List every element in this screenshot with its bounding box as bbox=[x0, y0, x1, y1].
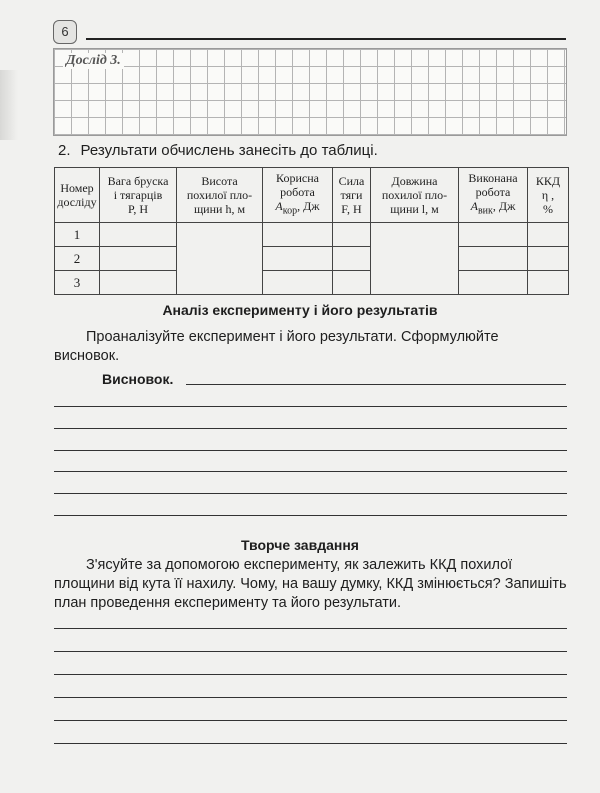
header-line: F, Н bbox=[341, 202, 362, 216]
header-length bbox=[371, 168, 459, 223]
input-cell[interactable] bbox=[333, 247, 371, 271]
page-crease-shadow bbox=[0, 70, 18, 140]
table-row bbox=[55, 271, 569, 295]
row-number: 2 bbox=[55, 247, 100, 271]
answer-line[interactable] bbox=[54, 493, 567, 494]
answer-line[interactable] bbox=[54, 628, 567, 629]
header-line: Корисна bbox=[276, 171, 319, 186]
analysis-text: Проаналізуйте експеримент і його результати. Сформулюйте висновок. bbox=[54, 329, 499, 364]
header-line: тяги bbox=[340, 188, 363, 202]
answer-line[interactable] bbox=[54, 743, 567, 744]
symbol: A bbox=[275, 199, 283, 214]
input-cell[interactable] bbox=[263, 223, 333, 247]
input-cell-merged[interactable] bbox=[177, 223, 263, 295]
header-line: Висота bbox=[201, 174, 238, 188]
task-text: Результати обчислень занесіть до таблиці. bbox=[80, 142, 378, 159]
input-cell[interactable] bbox=[528, 271, 569, 295]
header-total-work bbox=[459, 168, 528, 223]
header-line: P, Н bbox=[127, 202, 148, 216]
header-line: похилої пло- bbox=[381, 188, 448, 202]
header-line: щини l, м bbox=[390, 202, 439, 216]
header-efficiency bbox=[528, 168, 569, 223]
header-line: Сила bbox=[338, 174, 365, 188]
header-line: Виконана bbox=[468, 171, 518, 186]
header-line: η , bbox=[541, 188, 555, 202]
answer-line[interactable] bbox=[54, 450, 567, 451]
header-line: Вага бруска bbox=[107, 174, 169, 188]
input-cell[interactable] bbox=[100, 223, 177, 247]
header-line bbox=[263, 199, 332, 218]
answer-line[interactable] bbox=[54, 428, 567, 429]
unit: , Дж bbox=[297, 199, 320, 214]
input-cell[interactable] bbox=[459, 271, 528, 295]
input-cell[interactable] bbox=[528, 223, 569, 247]
input-cell-merged[interactable] bbox=[371, 223, 459, 295]
answer-line[interactable] bbox=[54, 651, 567, 652]
answer-line[interactable] bbox=[54, 674, 567, 675]
header-line: ККД bbox=[535, 174, 561, 188]
header-weight bbox=[100, 168, 177, 223]
answer-line[interactable] bbox=[54, 515, 567, 516]
header-line: досліду bbox=[57, 195, 97, 209]
input-cell[interactable] bbox=[459, 223, 528, 247]
page-number-badge: 6 bbox=[53, 20, 77, 44]
creative-title: Творче завдання bbox=[241, 537, 359, 553]
header-height bbox=[177, 168, 263, 223]
header-line: Номер bbox=[60, 181, 94, 195]
input-cell[interactable] bbox=[333, 223, 371, 247]
header-line bbox=[459, 199, 527, 218]
row-number: 3 bbox=[55, 271, 100, 295]
analysis-title: Аналіз експерименту і його результатів bbox=[162, 302, 438, 318]
conclusion-label: Висновок. bbox=[102, 371, 174, 387]
answer-line[interactable] bbox=[186, 384, 566, 385]
table-row bbox=[55, 223, 569, 247]
header-line: Довжина bbox=[391, 174, 438, 188]
answer-line[interactable] bbox=[54, 697, 567, 698]
header-line: і тягарців bbox=[113, 188, 163, 202]
answer-line[interactable] bbox=[54, 720, 567, 721]
experiment-grid[interactable] bbox=[53, 48, 567, 136]
answer-line[interactable] bbox=[54, 406, 567, 407]
input-cell[interactable] bbox=[100, 247, 177, 271]
input-cell[interactable] bbox=[100, 271, 177, 295]
input-cell[interactable] bbox=[263, 247, 333, 271]
header-line: щини h, м bbox=[193, 202, 246, 216]
grid-label: Дослід 3. bbox=[63, 53, 124, 69]
header-line: робота bbox=[475, 185, 511, 200]
table-header-row bbox=[55, 168, 569, 223]
input-cell[interactable] bbox=[333, 271, 371, 295]
subscript: вик bbox=[477, 205, 493, 217]
header-line: робота bbox=[280, 185, 315, 200]
row-number: 1 bbox=[55, 223, 100, 247]
table-row bbox=[55, 247, 569, 271]
header-useful-work bbox=[263, 168, 333, 223]
task-heading bbox=[58, 142, 378, 159]
header-experiment-number bbox=[55, 168, 100, 223]
header-line: похилої пло- bbox=[186, 188, 253, 202]
input-cell[interactable] bbox=[528, 247, 569, 271]
results-table bbox=[54, 167, 569, 295]
header-rule bbox=[86, 38, 566, 40]
answer-line[interactable] bbox=[54, 471, 567, 472]
task-number: 2. bbox=[58, 142, 71, 159]
header-line: % bbox=[543, 202, 553, 216]
subscript: кор bbox=[282, 205, 298, 217]
input-cell[interactable] bbox=[459, 247, 528, 271]
unit: , Дж bbox=[492, 199, 516, 214]
creative-text: З'ясуйте за допомогою експерименту, як залежить ККД похилої площини від кута її нахилу. Чому, на вашу думку, ККД змінюється? Запишіть план проведення експерименту та його результати. bbox=[54, 557, 567, 611]
input-cell[interactable] bbox=[263, 271, 333, 295]
header-traction-force bbox=[333, 168, 371, 223]
symbol: A bbox=[470, 199, 478, 214]
